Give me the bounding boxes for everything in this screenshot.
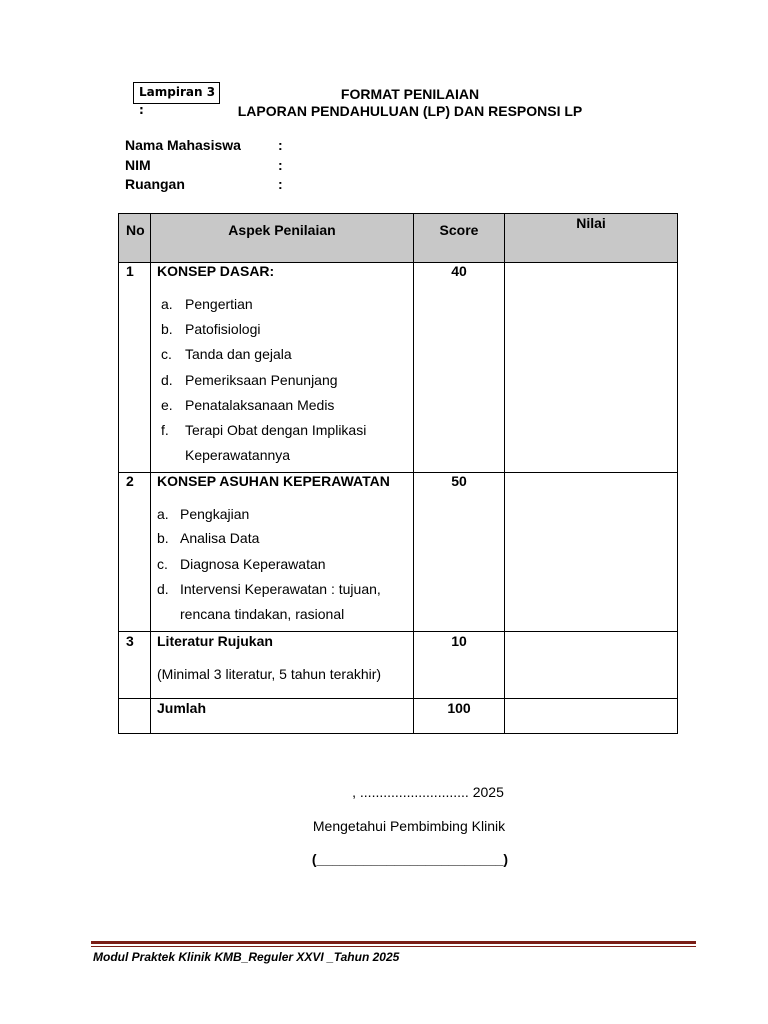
row-2-score: 50 xyxy=(451,473,467,489)
list-item: c. Tanda dan gejala xyxy=(161,346,292,362)
page-title: FORMAT PENILAIAN xyxy=(340,86,480,102)
footer-rule-thin xyxy=(91,946,696,947)
total-label: Jumlah xyxy=(157,700,207,716)
row-1-title: KONSEP DASAR: xyxy=(157,263,275,279)
assessment-table xyxy=(118,213,678,734)
signature-date: , ............................ 2025 xyxy=(352,784,504,800)
row-1-no: 1 xyxy=(126,263,134,279)
header-nilai: Nilai xyxy=(576,215,606,231)
row-3-title: Literatur Rujukan xyxy=(157,633,273,649)
row-3-note: (Minimal 3 literatur, 5 tahun terakhir) xyxy=(157,666,382,682)
lampiran-label: Lampiran 3 : xyxy=(133,82,220,104)
field-label-ruangan: Ruangan xyxy=(125,176,185,192)
signature-caption: Mengetahui Pembimbing Klinik xyxy=(312,818,506,834)
row-3-score: 10 xyxy=(451,633,467,649)
row-1-score: 40 xyxy=(451,263,467,279)
list-item: Keperawatannya xyxy=(185,447,291,463)
list-item: e. Penatalaksanaan Medis xyxy=(161,397,335,413)
field-label-nim: NIM xyxy=(125,157,151,173)
list-item: f. Terapi Obat dengan Implikasi xyxy=(161,422,367,438)
total-score: 100 xyxy=(447,700,471,716)
list-item: d. Pemeriksaan Penunjang xyxy=(161,372,338,388)
list-item: b. Patofisiologi xyxy=(161,321,261,337)
list-item: a. Pengkajian xyxy=(157,506,250,522)
list-item: c. Diagnosa Keperawatan xyxy=(157,556,326,572)
row-2-title: KONSEP ASUHAN KEPERAWATAN xyxy=(157,473,390,489)
list-item: b. Analisa Data xyxy=(157,530,260,546)
signature-blank: (________________________) xyxy=(311,851,509,867)
page-subtitle: LAPORAN PENDAHULUAN (LP) DAN RESPONSI LP xyxy=(237,103,583,119)
field-colon-ruangan: : xyxy=(278,176,283,192)
footer-rule xyxy=(91,941,696,944)
row-2-no: 2 xyxy=(126,473,134,489)
list-item: a. Pengertian xyxy=(161,296,253,312)
list-item: rencana tindakan, rasional xyxy=(180,606,345,622)
field-label-nama: Nama Mahasiswa xyxy=(125,137,241,153)
header-aspek: Aspek Penilaian xyxy=(228,222,336,238)
footer-text: Modul Praktek Klinik KMB_Reguler XXVI _Tahun 2025 xyxy=(93,950,400,964)
field-colon-nim: : xyxy=(278,157,283,173)
field-colon-nama: : xyxy=(278,137,283,153)
header-score: Score xyxy=(439,222,479,238)
header-no: No xyxy=(126,222,145,238)
row-3-no: 3 xyxy=(126,633,134,649)
list-item: d. Intervensi Keperawatan : tujuan, xyxy=(157,581,381,597)
